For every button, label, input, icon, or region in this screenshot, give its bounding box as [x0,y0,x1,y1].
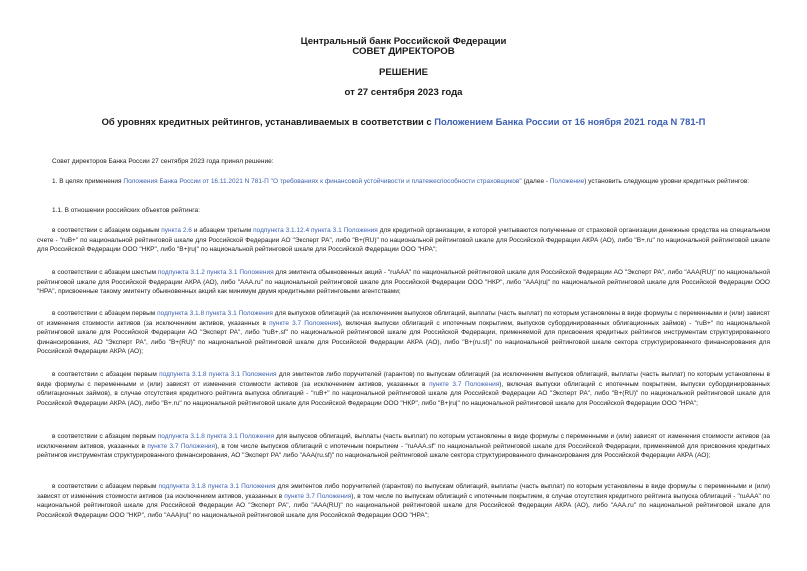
regulation-link[interactable]: пункте 3.7 Положения [429,380,500,388]
paragraph-text: ), в том числе по выпускам облигаций с ипотечным покрытием, в случае отсутствия кредитного рейтинга выпуска облигаций - "ruAAA" по национальной рейтинговой шкале для Российской Федерации АО "Эксперт РА", либо "AAA(RU)" по национальной рейтинговой шкале для Российской Федерации АКРА (АО), либо "AAA.ru" по национальной рейтинговой шкале для Российской Федерации ООО "НКР", либо "AAA|ru|" по национальной рейтинговой шкале для Российской Федерации ООО "НРА"; [37,492,771,519]
bullet-bond-issues [37,309,770,357]
paragraph-text: в соответствии с абзацем первым [52,483,159,490]
paragraph-text: в соответствии с абзацем седьмым [52,227,162,234]
regulation-link[interactable]: подпункта 3.1.8 пункта 3.1 Положения [157,433,275,440]
bullet-credit-organization [37,226,770,255]
document-title [0,116,807,127]
paragraph-text: для кредитной организации, в которой учитываются полученные от страховой организации денежные средства на специальном счете - "ruB+" по национальной рейтинговой шкале для Российской Федерации АО "Эксперт РА", либо "B+(RU)" по национальной рейтинговой шкале для Российской Федерации АКРА (АО), либо "B+.ru" по национальной рейтинговой шкале для Российской Федерации ООО "НКР", либо "B+|ru|" по национальной рейтинговой шкале для Российской Федерации ООО "НРА"; [37,227,770,254]
title-regulation-link[interactable]: Положением Банка России от 16 ноября 2021 года N 781-П [434,116,706,127]
paragraph-text: (далее - [521,178,550,185]
regulation-link[interactable]: подпункта 3.1.2 пункта 3.1 Положения [157,269,274,276]
paragraph-text: в соответствии с абзацем первым [52,310,158,317]
regulation-link[interactable]: пункте 3.7 Положения [147,442,216,450]
intro-paragraph: Совет директоров Банка России 27 сентября 2023 года принял решение: [52,158,274,165]
paragraph-text: для выпусков облигаций (за исключением выпусков облигаций, выплаты (часть выплат) по которым установлены в виде формулы с переменными и (или) зависят от изменения стоимости активов (за исключением активов, указанных в [37,310,770,327]
title-text: Об уровнях кредитных рейтингов, устанавливаемых в соответствии с [101,116,435,127]
regulation-link[interactable]: Положения Банка России от 16.11.2021 N 781-П "О требованиях к финансовой устойчивости и платежеспособности страховщиков" [123,178,522,185]
paragraph-text: в соответствии с абзацем первым [52,371,160,378]
regulation-link[interactable]: пункта 2.6 [161,227,192,234]
bullet-share-issuer [37,268,770,297]
bullet-formula-bond-issues [37,432,770,461]
bullet-formula-bond-issuers [37,482,770,520]
paragraph-text: для эмитента обыкновенных акций - "ruAAA" по национальной рейтинговой шкале для Российской Федерации АО "Эксперт РА", либо "AAA(RU)" по национальной рейтинговой шкале для Российской Федерации АКРА (АО), либо "AAA.ru" по национальной рейтинговой шкале для Российской Федерации ООО "НКР", либо "AAA|ru|" по национальной рейтинговой шкале для Российской Федерации ООО "НРА", присвоенные такому эмитенту обыкновенных акций как минимум двумя кредитными рейтинговыми агентствами; [37,269,770,296]
paragraph-text: для эмитентов либо поручителей (гарантов) по выпускам облигаций (за исключением выпусков облигаций, выплаты (часть выплат) по которым установлены в виде формулы с переменными и (или) зависят от изменения стоимости активов (за исключением активов, указанных в [37,371,770,388]
board-name: СОВЕТ ДИРЕКТОРОВ [352,46,455,57]
paragraph-text: ), включая выпуски облигаций с ипотечным покрытием, выпусков субординированных облигационных займов) - "ruB+" по национальной рейтинговой шкале для Российской Федерации АО "Эксперт РА", либо "ruB+.sf" по национальной рейтинговой шкале для Российской Федерации, применяемой для присвоения кредитных рейтингов инструментам структурированного финансирования, АО "Эксперт РА", либо "B+(RU)" по национальной рейтинговой шкале для Российской Федерации АКРА (АО), либо "B+(ru.sf)" по национальной рейтинговой шкале сектора структурированного финансирования для Российской Федерации АКРА (АО); [37,319,770,356]
document-type: РЕШЕНИЕ [378,67,429,78]
paragraph-text: в соответствии с абзацем шестым [52,269,158,276]
regulation-link[interactable]: подпункта 3.1.8 пункта 3.1 Положения [158,483,276,490]
paragraph-text: ), включая выпуски облигаций с ипотечным покрытием, выпуски субординированных облигационных займов), в случае отсутствия кредитного рейтинга выпуска облигаций - "ruB+" по национальной рейтинговой шкале для Российской Федерации АО "Эксперт РА", либо "B+(RU)" по национальной рейтинговой шкале для Российской Федерации АКРА (АО), либо "B+.ru" по национальной рейтинговой шкале для Российской Федерации ООО "НКР", либо "B+|ru|" по национальной рейтинговой шкале для Российской Федерации ООО "НРА"; [37,380,770,407]
paragraph-1 [37,177,770,187]
regulation-link[interactable]: подпункта 3.1.8 пункта 3.1 Положения [159,371,277,378]
paragraph-text: ), в том числе выпусков облигаций с ипотечным покрытием - "ruAAA.sf" по национальной рейтинговой шкале для Российской Федерации, применяемой для присвоения кредитных рейтингов инструментам структурированного финансирования, АО "Эксперт РА" либо "AAA(ru.sf)" по национальной рейтинговой шкале сектора структурированного финансирования для Российской Федерации АКРА (АО); [37,442,770,460]
paragraph-text: и абзацем третьим [191,227,254,234]
regulation-link[interactable]: Положение [549,178,585,185]
paragraph-text: для выпусков облигаций, выплаты (часть выплат) по которым установлены в виде формулы с переменными и (или) зависят от изменения стоимости активов (за исключением активов, указанных в [37,433,770,450]
paragraph-text: 1. В целях применения [52,178,124,185]
bank-name: Центральный банк Российской Федерации [300,36,507,47]
paragraph-text: в соответствии с абзацем первым [52,433,158,440]
document-date: от 27 сентября 2023 года [344,87,463,98]
regulation-link[interactable]: подпункта 3.1.8 пункта 3.1 Положения [157,310,273,317]
regulation-link[interactable]: пункте 3.7 Положения [269,319,339,327]
paragraph-text: ) установить следующие уровни кредитных рейтингов: [584,178,750,185]
paragraph-text: для эмитентов либо поручителей (гарантов) по выпускам облигаций, выплаты (часть выплат) по которым установлены в виде формулы с переменными и (или) зависят от изменения стоимости активов (за исключением активов, указанных в [37,483,770,500]
bullet-bond-issuers [37,370,770,408]
regulation-link[interactable]: пункте 3.7 Положения [284,492,352,500]
regulation-link[interactable]: подпункта 3.1.12.4 пункта 3.1 Положения [253,227,378,234]
paragraph-1-1: 1.1. В отношении российских объектов рейтинга: [52,207,200,214]
